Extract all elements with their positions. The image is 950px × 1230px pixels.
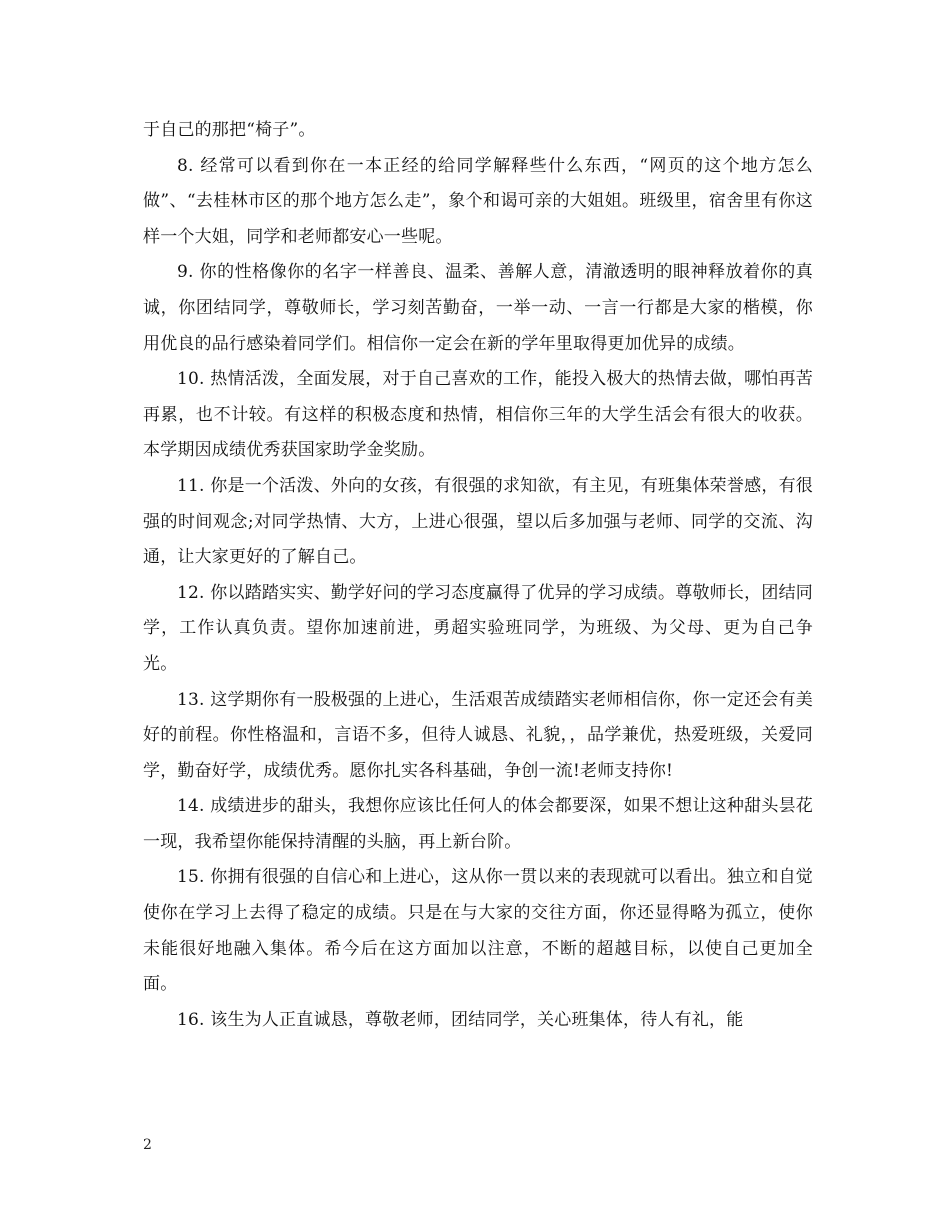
- paragraph-comment-16: 16. 该生为人正直诚恳，尊敬老师，团结同学，关心班集体，待人有礼，能: [177, 1009, 744, 1030]
- paragraph-continuation: 于自己的那把“椅子”。: [143, 120, 316, 140]
- paragraph-comment-9: 9. 你的性格像你的名字一样善良、温柔、善解人意，清澈透明的眼神释放着你的真诚，你团结同学，尊敬师长，学习刻苦勤奋，一举一动、一言一行都是大家的楷模，你用优良的品行感染着同学们。相信你一定会在新的学年里取得更加优异的成绩。: [143, 262, 813, 354]
- paragraph-comment-14: 14. 成绩进步的甜头，我想你应该比任何人的体会都要深，如果不想让这种甜头昙花一现，我希望你能保持清醒的头脑，再上新台阶。: [143, 796, 813, 852]
- paragraph-comment-10: 10. 热情活泼，全面发展，对于自己喜欢的工作，能投入极大的热情去做，哪怕再苦再累，也不计较。有这样的积极态度和热情，相信你三年的大学生活会有很大的收获。本学期因成绩优秀获国家助学金奖励。: [143, 369, 813, 461]
- paragraph-comment-8: 8. 经常可以看到你在一本正经的给同学解释些什么东西，“网页的这个地方怎么做”、“去桂林市区的那个地方怎么走”，象个和谒可亲的大姐姐。班级里，宿舍里有你这样一个大姐，同学和老师都安心一些呢。: [143, 155, 813, 247]
- document-body: [143, 113, 813, 1038]
- page-number: 2: [143, 1137, 152, 1153]
- paragraph-comment-11: 11. 你是一个活泼、外向的女孩，有很强的求知欲，有主见，有班集体荣誉感，有很强的时间观念;对同学热情、大方，上进心很强，望以后多加强与老师、同学的交流、沟通，让大家更好的了解自己。: [143, 475, 813, 568]
- paragraph-comment-13: 13. 这学期你有一股极强的上进心，生活艰苦成绩踏实老师相信你，你一定还会有美好的前程。你性格温和，言语不多，但待人诚恳、礼貌，，品学兼优，热爱班级，关爱同学，勤奋好学，成绩优秀。愿你扎实各科基础，争创一流!老师支持你!: [143, 689, 813, 781]
- paragraph-comment-12: 12. 你以踏踏实实、勤学好问的学习态度赢得了优异的学习成绩。尊敬师长，团结同学，工作认真负责。望你加速前进，勇超实验班同学，为班级、为父母、更为自己争光。: [143, 582, 813, 674]
- paragraph-comment-15: 15. 你拥有很强的自信心和上进心，这从你一贯以来的表现就可以看出。独立和自觉使你在学习上去得了稳定的成绩。只是在与大家的交往方面，你还显得略为孤立，使你未能很好地融入集体。希今后在这方面加以注意，不断的超越目标，以使自己更加全面。: [143, 867, 813, 995]
